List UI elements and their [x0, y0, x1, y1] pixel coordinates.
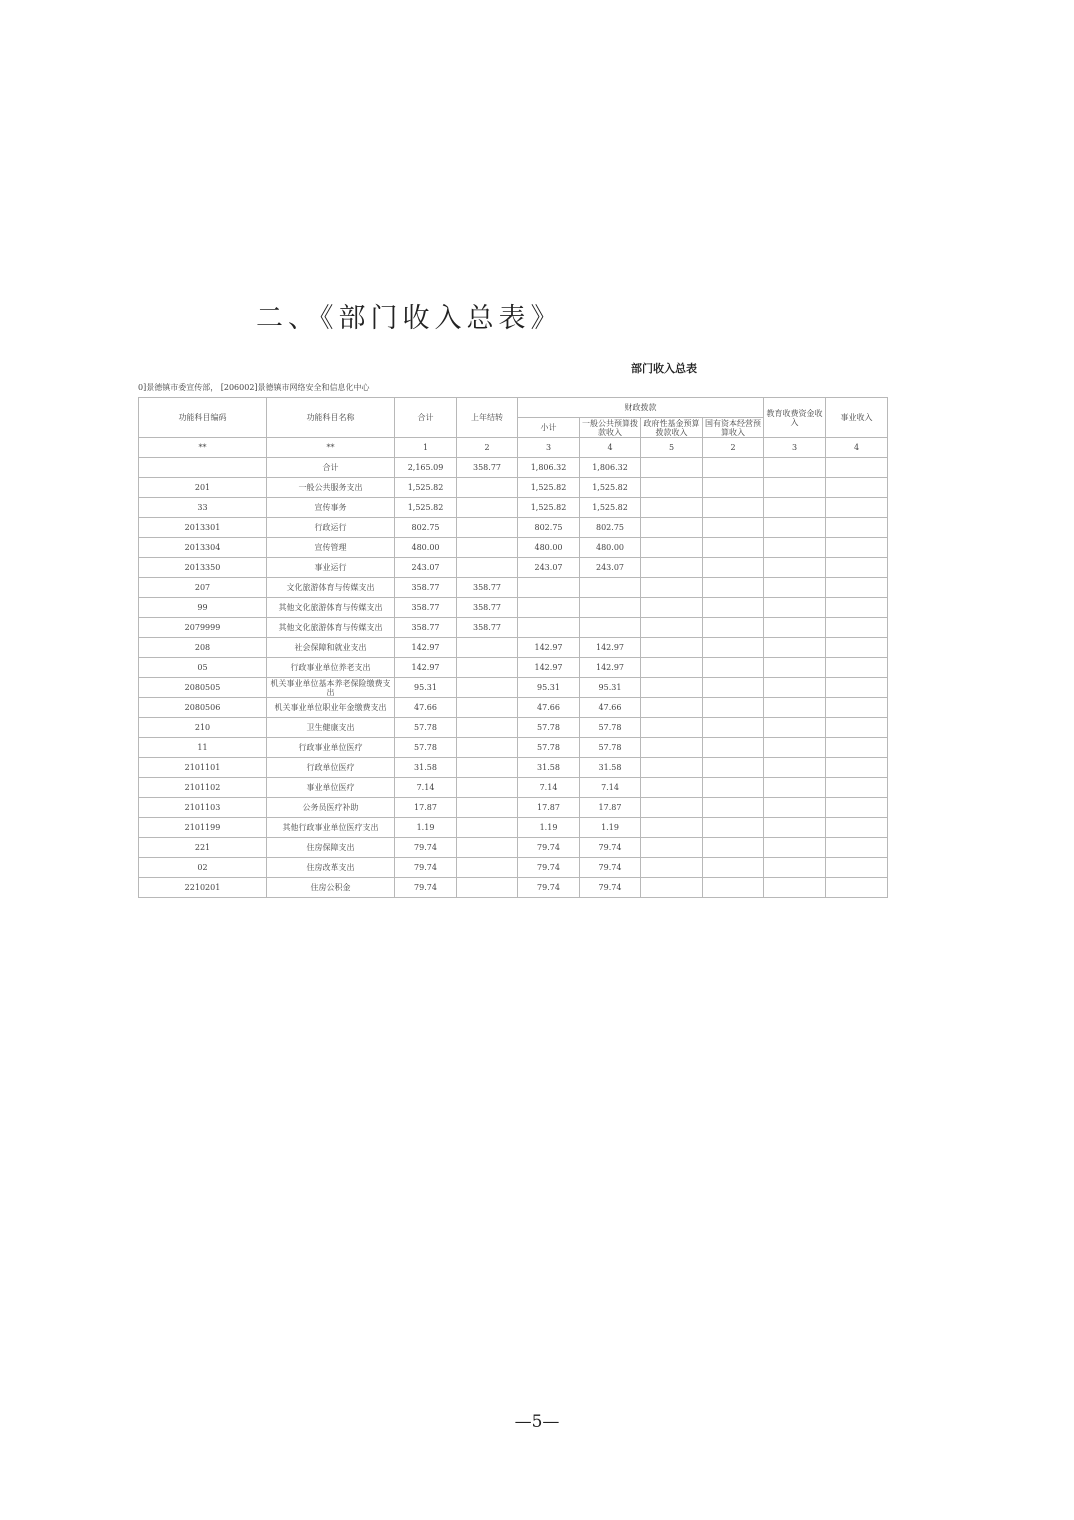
table-cell: 480.00 — [395, 538, 457, 558]
table-cell — [826, 498, 888, 518]
table-cell — [764, 478, 826, 498]
index-cell: ** — [139, 438, 267, 458]
table-cell: 57.78 — [518, 738, 580, 758]
table-cell — [764, 718, 826, 738]
index-cell: 5 — [641, 438, 703, 458]
table-cell: 221 — [139, 838, 267, 858]
table-cell: 行政事业单位养老支出 — [267, 658, 395, 678]
table-cell: 17.87 — [518, 798, 580, 818]
table-cell — [826, 778, 888, 798]
table-row — [139, 818, 888, 838]
table-cell — [641, 838, 703, 858]
table-cell — [764, 818, 826, 838]
table-row — [139, 678, 888, 698]
table-row — [139, 838, 888, 858]
header-general-budget: 一般公共预算拨款收入 — [580, 418, 641, 438]
table-cell — [764, 518, 826, 538]
index-row — [139, 438, 888, 458]
table-cell — [764, 798, 826, 818]
table-cell — [826, 558, 888, 578]
table-cell — [580, 578, 641, 598]
table-cell: 7.14 — [518, 778, 580, 798]
table-cell: 住房保障支出 — [267, 838, 395, 858]
table-cell — [703, 478, 764, 498]
table-cell: 1.19 — [395, 818, 457, 838]
table-row — [139, 698, 888, 718]
table-cell: 33 — [139, 498, 267, 518]
table-cell — [457, 818, 518, 838]
table-cell: 7.14 — [395, 778, 457, 798]
table-row — [139, 518, 888, 538]
table-cell: 05 — [139, 658, 267, 678]
table-cell: 1,525.82 — [518, 498, 580, 518]
table-cell: 机关事业单位基本养老保险缴费支出 — [267, 678, 395, 698]
section-heading: 二、《部门收入总表》 — [256, 303, 563, 334]
table-cell: 201 — [139, 478, 267, 498]
table-cell — [641, 558, 703, 578]
table-cell: 11 — [139, 738, 267, 758]
table-cell: 一般公共服务支出 — [267, 478, 395, 498]
table-cell: 57.78 — [395, 738, 457, 758]
table-cell: 2101103 — [139, 798, 267, 818]
table-cell: 95.31 — [395, 678, 457, 698]
table-cell: 2,165.09 — [395, 458, 457, 478]
table-cell — [703, 798, 764, 818]
index-cell: 4 — [826, 438, 888, 458]
table-cell — [641, 718, 703, 738]
table-cell: 95.31 — [518, 678, 580, 698]
table-cell: 7.14 — [580, 778, 641, 798]
table-cell: 79.74 — [580, 858, 641, 878]
table-cell — [764, 598, 826, 618]
table-cell: 79.74 — [518, 878, 580, 898]
table-cell: 宣传事务 — [267, 498, 395, 518]
index-cell: 1 — [395, 438, 457, 458]
table-cell — [826, 698, 888, 718]
table-cell: 358.77 — [395, 618, 457, 638]
table-cell: 1.19 — [580, 818, 641, 838]
table-cell — [703, 458, 764, 478]
table-cell: 行政运行 — [267, 518, 395, 538]
table-cell — [703, 738, 764, 758]
table-cell — [826, 538, 888, 558]
header-gov-fund: 政府性基金预算拨款收入 — [641, 418, 703, 438]
table-cell: 79.74 — [518, 838, 580, 858]
table-cell — [457, 798, 518, 818]
table-cell: 95.31 — [580, 678, 641, 698]
table-cell: 行政单位医疗 — [267, 758, 395, 778]
table-cell: 79.74 — [518, 858, 580, 878]
table-cell — [826, 798, 888, 818]
table-cell — [641, 678, 703, 698]
table-row — [139, 658, 888, 678]
table-cell — [457, 858, 518, 878]
table-cell — [703, 538, 764, 558]
table-row — [139, 498, 888, 518]
table-cell — [826, 598, 888, 618]
table-cell — [457, 758, 518, 778]
table-cell — [518, 618, 580, 638]
table-cell — [764, 838, 826, 858]
table-cell: 住房改革支出 — [267, 858, 395, 878]
table-cell: 2101199 — [139, 818, 267, 838]
table-cell: 142.97 — [518, 638, 580, 658]
table-cell: 31.58 — [395, 758, 457, 778]
table-cell: 行政事业单位医疗 — [267, 738, 395, 758]
table-cell — [580, 618, 641, 638]
table-cell — [826, 818, 888, 838]
table-cell — [703, 698, 764, 718]
index-cell: 4 — [580, 438, 641, 458]
table-cell — [703, 818, 764, 838]
table-cell — [641, 878, 703, 898]
table-cell: 卫生健康支出 — [267, 718, 395, 738]
table-row — [139, 578, 888, 598]
table-cell: 1.19 — [518, 818, 580, 838]
table-cell: 2013304 — [139, 538, 267, 558]
table-cell: 事业运行 — [267, 558, 395, 578]
table-cell: 1,525.82 — [580, 478, 641, 498]
table-cell: 2013350 — [139, 558, 267, 578]
table-row — [139, 598, 888, 618]
unit-line: 0]景德镇市委宣传部， [206002]景德镇市网络安全和信息化中心 — [138, 383, 370, 392]
table-cell — [764, 538, 826, 558]
table-cell: 79.74 — [395, 858, 457, 878]
header-total: 合计 — [395, 398, 457, 438]
table-cell — [457, 698, 518, 718]
table-cell: 文化旅游体育与传媒支出 — [267, 578, 395, 598]
table-cell — [703, 838, 764, 858]
table-cell: 公务员医疗补助 — [267, 798, 395, 818]
table-cell — [457, 638, 518, 658]
table-cell: 2080505 — [139, 678, 267, 698]
table-cell — [641, 638, 703, 658]
table-cell — [641, 518, 703, 538]
table-row — [139, 538, 888, 558]
table-cell — [641, 618, 703, 638]
table-cell — [703, 878, 764, 898]
index-cell: 3 — [764, 438, 826, 458]
table-cell — [139, 458, 267, 478]
table-cell — [764, 618, 826, 638]
table-row — [139, 798, 888, 818]
table-cell — [703, 558, 764, 578]
table-cell: 79.74 — [580, 878, 641, 898]
table-cell — [518, 598, 580, 618]
table-cell — [826, 718, 888, 738]
table-cell: 社会保障和就业支出 — [267, 638, 395, 658]
header-subtotal: 小计 — [518, 418, 580, 438]
table-cell: 1,806.32 — [518, 458, 580, 478]
table-cell: 57.78 — [518, 718, 580, 738]
table-cell: 1,525.82 — [395, 498, 457, 518]
table-cell: 142.97 — [395, 658, 457, 678]
table-cell — [764, 738, 826, 758]
table-cell: 802.75 — [518, 518, 580, 538]
table-cell: 358.77 — [457, 598, 518, 618]
table-cell — [457, 738, 518, 758]
table-cell — [457, 718, 518, 738]
table-cell: 2013301 — [139, 518, 267, 538]
table-cell — [826, 758, 888, 778]
table-cell — [703, 678, 764, 698]
table-cell — [580, 598, 641, 618]
table-cell: 其他文化旅游体育与传媒支出 — [267, 618, 395, 638]
table-cell: 2080506 — [139, 698, 267, 718]
table-row — [139, 878, 888, 898]
table-cell — [703, 638, 764, 658]
table-cell: 358.77 — [457, 578, 518, 598]
table-cell: 208 — [139, 638, 267, 658]
table-cell — [764, 558, 826, 578]
table-cell — [457, 678, 518, 698]
table-cell — [641, 458, 703, 478]
table-cell — [764, 458, 826, 478]
table-cell: 31.58 — [518, 758, 580, 778]
table-cell: 1,525.82 — [518, 478, 580, 498]
header-fiscal-group: 财政拨款 — [518, 398, 764, 418]
table-cell: 合计 — [267, 458, 395, 478]
table-cell: 其他文化旅游体育与传媒支出 — [267, 598, 395, 618]
table-cell: 住房公积金 — [267, 878, 395, 898]
table-cell — [703, 778, 764, 798]
table-row — [139, 718, 888, 738]
header-state-capital: 国有资本经营预算收入 — [703, 418, 764, 438]
table-cell: 47.66 — [395, 698, 457, 718]
table-cell — [764, 498, 826, 518]
index-cell: ** — [267, 438, 395, 458]
table-cell — [641, 578, 703, 598]
table-cell — [641, 598, 703, 618]
table-cell: 480.00 — [518, 538, 580, 558]
table-cell — [703, 618, 764, 638]
table-cell: 802.75 — [395, 518, 457, 538]
table-cell: 358.77 — [395, 598, 457, 618]
table-cell: 142.97 — [518, 658, 580, 678]
table-cell: 358.77 — [395, 578, 457, 598]
table-cell — [457, 658, 518, 678]
table-cell: 358.77 — [457, 618, 518, 638]
table-cell: 142.97 — [580, 638, 641, 658]
table-cell: 79.74 — [580, 838, 641, 858]
header-carryover: 上年结转 — [457, 398, 518, 438]
table-row — [139, 618, 888, 638]
table-cell — [457, 498, 518, 518]
table-cell — [764, 678, 826, 698]
table-cell: 480.00 — [580, 538, 641, 558]
index-cell: 2 — [457, 438, 518, 458]
table-cell: 243.07 — [580, 558, 641, 578]
table-cell — [641, 858, 703, 878]
table-cell: 47.66 — [518, 698, 580, 718]
table-cell: 57.78 — [580, 718, 641, 738]
table-cell: 243.07 — [395, 558, 457, 578]
table-cell: 142.97 — [580, 658, 641, 678]
table-cell: 31.58 — [580, 758, 641, 778]
table-cell — [703, 498, 764, 518]
table-cell — [457, 478, 518, 498]
table-cell — [641, 818, 703, 838]
table-cell: 宣传管理 — [267, 538, 395, 558]
header-business: 事业收入 — [826, 398, 888, 438]
header-edu-fee: 教育收费资金收入 — [764, 398, 826, 438]
table-cell — [641, 798, 703, 818]
table-cell — [826, 638, 888, 658]
table-cell — [457, 838, 518, 858]
table-row — [139, 558, 888, 578]
table-cell: 358.77 — [457, 458, 518, 478]
table-cell: 02 — [139, 858, 267, 878]
table-cell: 99 — [139, 598, 267, 618]
table-cell — [826, 478, 888, 498]
table-title: 部门收入总表 — [631, 362, 697, 375]
table-cell: 2079999 — [139, 618, 267, 638]
table-cell — [518, 578, 580, 598]
table-row — [139, 738, 888, 758]
table-cell — [641, 738, 703, 758]
table-cell: 1,806.32 — [580, 458, 641, 478]
table-cell: 207 — [139, 578, 267, 598]
table-cell — [826, 658, 888, 678]
table-cell: 210 — [139, 718, 267, 738]
table-cell — [641, 498, 703, 518]
table-cell — [641, 478, 703, 498]
table-cell — [826, 518, 888, 538]
table-cell — [641, 658, 703, 678]
table-cell: 其他行政事业单位医疗支出 — [267, 818, 395, 838]
table-cell — [764, 638, 826, 658]
table-cell — [826, 878, 888, 898]
table-cell: 142.97 — [395, 638, 457, 658]
table-row — [139, 858, 888, 878]
table-cell — [641, 538, 703, 558]
table-cell — [703, 518, 764, 538]
header-code: 功能科目编码 — [139, 398, 267, 438]
table-cell: 事业单位医疗 — [267, 778, 395, 798]
table-cell — [703, 758, 764, 778]
table-cell — [826, 738, 888, 758]
page-number: —5— — [514, 1412, 560, 1432]
table-cell — [826, 458, 888, 478]
table-cell: 79.74 — [395, 878, 457, 898]
table-cell — [641, 698, 703, 718]
table-cell — [764, 778, 826, 798]
table-cell: 2210201 — [139, 878, 267, 898]
table-cell — [764, 578, 826, 598]
table-cell — [641, 758, 703, 778]
table-cell — [641, 778, 703, 798]
table-row — [139, 458, 888, 478]
table-cell — [826, 678, 888, 698]
table-cell — [457, 778, 518, 798]
table-cell — [826, 618, 888, 638]
index-cell: 2 — [703, 438, 764, 458]
table-cell: 802.75 — [580, 518, 641, 538]
table-cell: 243.07 — [518, 558, 580, 578]
table-cell — [764, 878, 826, 898]
table-cell: 1,525.82 — [395, 478, 457, 498]
table-cell: 17.87 — [395, 798, 457, 818]
table-cell — [457, 538, 518, 558]
table-cell — [764, 698, 826, 718]
table-cell — [764, 658, 826, 678]
table-cell — [703, 578, 764, 598]
table-cell: 2101102 — [139, 778, 267, 798]
table-cell — [826, 838, 888, 858]
table-cell — [457, 558, 518, 578]
table-cell — [457, 518, 518, 538]
table-row — [139, 638, 888, 658]
table-cell — [703, 718, 764, 738]
table-cell: 1,525.82 — [580, 498, 641, 518]
table-cell: 2101101 — [139, 758, 267, 778]
table-cell — [826, 578, 888, 598]
table-cell: 17.87 — [580, 798, 641, 818]
table-cell — [703, 598, 764, 618]
table-row — [139, 478, 888, 498]
table-cell: 57.78 — [580, 738, 641, 758]
income-summary-table — [138, 397, 888, 898]
table-row — [139, 758, 888, 778]
table-cell — [457, 878, 518, 898]
table-cell: 79.74 — [395, 838, 457, 858]
table-cell — [764, 758, 826, 778]
table-cell — [764, 858, 826, 878]
table-cell — [826, 858, 888, 878]
table-cell: 57.78 — [395, 718, 457, 738]
table-cell: 47.66 — [580, 698, 641, 718]
header-name: 功能科目名称 — [267, 398, 395, 438]
table-cell: 机关事业单位职业年金缴费支出 — [267, 698, 395, 718]
index-cell: 3 — [518, 438, 580, 458]
table-cell — [703, 858, 764, 878]
table-cell — [703, 658, 764, 678]
table-row — [139, 778, 888, 798]
